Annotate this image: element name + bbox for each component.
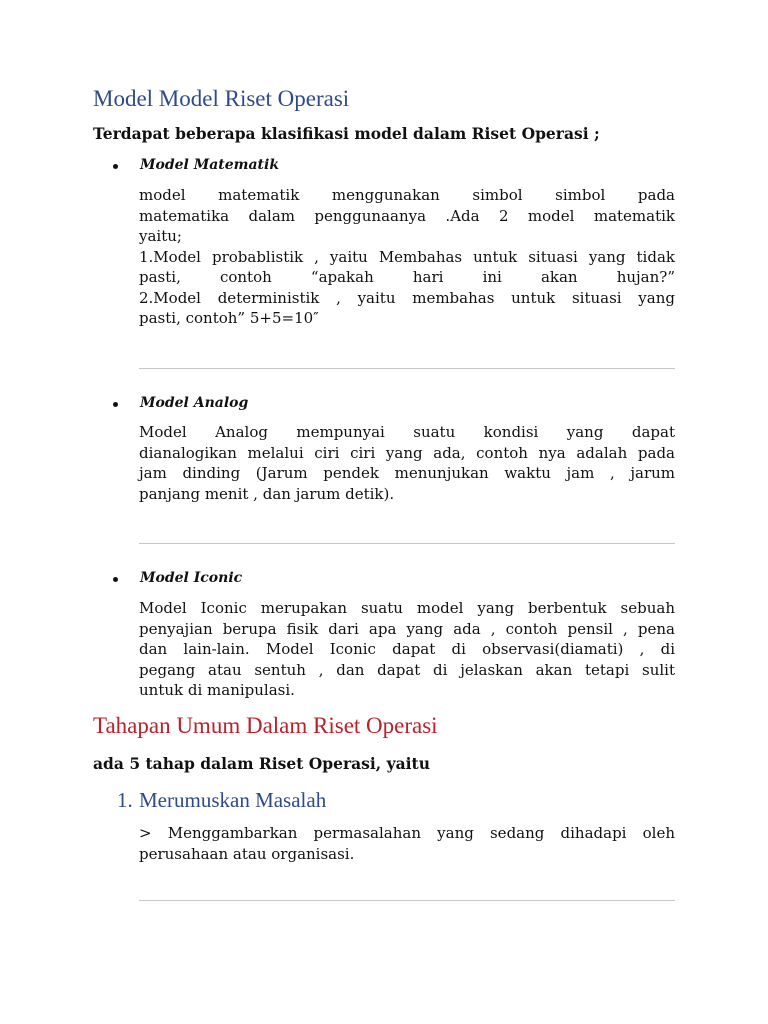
text-line: 1.Model probablistik , yaitu Membahas untuk situasi yang tidak	[139, 247, 675, 266]
text-line: jam dinding (Jarum pendek menunjukan waktu jam , jarum	[139, 464, 675, 482]
text-line: panjang menit , dan jarum detik).	[139, 484, 395, 503]
paragraph-model-matematik	[139, 185, 675, 329]
step-title: Merumuskan Masalah	[139, 788, 327, 812]
bullet-icon	[113, 164, 118, 169]
text-line: pasti, contoh “apakah hari ini akan hujan?”	[139, 268, 675, 286]
text-line: model matematik menggunakan simbol simbol pada	[139, 186, 675, 204]
text-line: Model Iconic merupakan suatu model yang berbentuk sebuah	[139, 599, 675, 617]
text-line: yaitu;	[139, 227, 182, 245]
text-line: > Menggambarkan permasalahan yang sedang dihadapi oleh	[139, 824, 675, 842]
step-number: 1.	[117, 788, 133, 812]
text-line: Model Analog mempunyai suatu kondisi yang dapat	[139, 423, 675, 441]
section-intro-stages: ada 5 tahap dalam Riset Operasi, yaitu	[93, 754, 430, 773]
list-item-label: Model Matematik	[140, 157, 280, 173]
text-line: matematika dalam penggunaanya .Ada 2 model matematik	[139, 206, 675, 225]
list-item-label: Model Analog	[140, 395, 249, 411]
paragraph-step-1	[139, 823, 675, 864]
text-line: dan lain-lain. Model Iconic dapat di observasi(diamati) , di	[139, 640, 675, 658]
divider	[139, 900, 675, 901]
text-line: perusahaan atau organisasi.	[139, 844, 355, 863]
list-item-label: Model Iconic	[140, 570, 243, 586]
section-intro-models: Terdapat beberapa klasifikasi model dalam Riset Operasi ;	[93, 124, 600, 143]
bullet-icon	[113, 577, 118, 582]
bullet-icon	[113, 402, 118, 407]
divider	[139, 368, 675, 369]
text-line: dianalogikan melalui ciri ciri yang ada, contoh nya adalah pada	[139, 443, 675, 462]
paragraph-model-analog	[139, 422, 675, 504]
text-line: untuk di manipulasi.	[139, 681, 295, 699]
text-line: pegang atau sentuh , dan dapat di jelaskan akan tetapi sulit	[139, 660, 675, 679]
section-title-stages: Tahapan Umum Dalam Riset Operasi	[93, 713, 438, 738]
divider	[139, 543, 675, 544]
paragraph-model-iconic	[139, 598, 675, 701]
section-title-models: Model Model Riset Operasi	[93, 86, 350, 111]
text-line: penyajian berupa fisik dari apa yang ada , contoh pensil , pena	[139, 619, 675, 638]
text-line: pasti, contoh” 5+5=10″	[139, 309, 319, 327]
text-line: 2.Model deterministik , yaitu membahas untuk situasi yang	[139, 288, 675, 307]
